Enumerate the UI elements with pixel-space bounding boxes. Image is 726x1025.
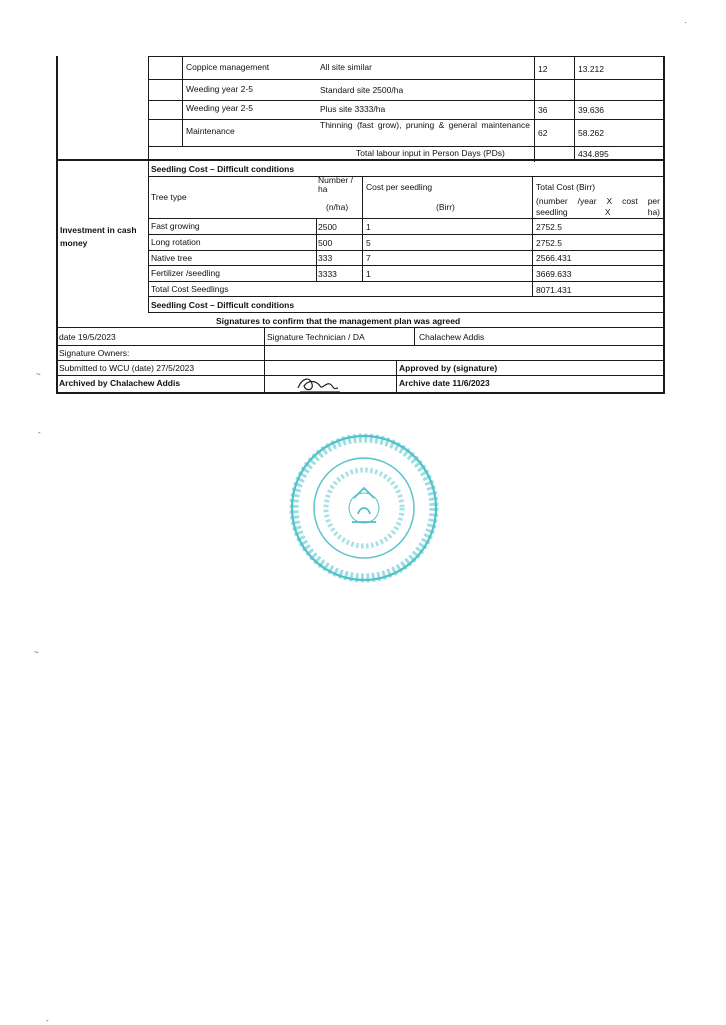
seedling-tree-2: Long rotation bbox=[151, 237, 201, 247]
labour-value-4: 58.262 bbox=[578, 128, 604, 138]
seedling-cost-2: 5 bbox=[366, 238, 371, 248]
signature-technician: Signature Technician / DA bbox=[267, 332, 365, 342]
seedling-tree-3: Native tree bbox=[151, 253, 193, 263]
signature-owners: Signature Owners: bbox=[59, 348, 130, 358]
investment-label: Investment in cash money bbox=[60, 225, 137, 248]
approved-by: Approved by (signature) bbox=[399, 363, 498, 373]
col-number-per-ha: Number / ha bbox=[318, 175, 353, 194]
labour-days-3: 36 bbox=[538, 105, 548, 115]
archive-date: Archive date 11/6/2023 bbox=[399, 378, 490, 388]
labour-activity-1: Coppice management bbox=[186, 62, 270, 72]
seedling-header: Seedling Cost – Difficult conditions bbox=[151, 164, 295, 174]
seedling-number-3: 333 bbox=[318, 253, 333, 263]
total-labour-value: 434.895 bbox=[578, 149, 609, 159]
labour-activity-4: Maintenance bbox=[186, 126, 235, 136]
seedling-tree-1: Fast growing bbox=[151, 221, 200, 231]
seedling-number-2: 500 bbox=[318, 238, 333, 248]
submitted-date: Submitted to WCU (date) 27/5/2023 bbox=[59, 363, 195, 373]
col-total-cost: Total Cost (Birr) bbox=[536, 182, 596, 192]
seedling-total-4: 3669.633 bbox=[536, 269, 572, 279]
labour-description-1: All site similar bbox=[320, 62, 372, 72]
signatures-title: Signatures to confirm that the management plan was agreed bbox=[216, 316, 461, 326]
total-seedlings-label: Total Cost Seedlings bbox=[151, 284, 229, 294]
labour-value-1: 13.212 bbox=[578, 64, 604, 74]
scan-mark: ~ bbox=[36, 370, 41, 379]
labour-days-1: 12 bbox=[538, 64, 548, 74]
col-cost-per-seedling: Cost per seedling bbox=[366, 182, 433, 192]
seedling-total-3: 2566.431 bbox=[536, 253, 572, 263]
labour-activity-3: Weeding year 2-5 bbox=[186, 103, 253, 113]
seedling-cost-3: 7 bbox=[366, 253, 371, 263]
seedling-number-1: 2500 bbox=[318, 222, 337, 232]
col-total-formula: (number /year X cost per seedling X ha) bbox=[536, 196, 660, 217]
total-seedlings-value: 8071.431 bbox=[536, 285, 572, 295]
seedling-tree-4: Fertilizer /seedling bbox=[151, 268, 220, 278]
scan-mark: ~ bbox=[34, 648, 39, 657]
scan-mark: - bbox=[38, 428, 41, 437]
total-labour-label: Total labour input in Person Days (PDs) bbox=[356, 148, 505, 158]
signature-date: date 19/5/2023 bbox=[59, 332, 116, 342]
seedling-number-4: 3333 bbox=[318, 269, 337, 279]
seedling-total-1: 2752.5 bbox=[536, 222, 562, 232]
seedling-total-2: 2752.5 bbox=[536, 238, 562, 248]
labour-value-3: 39.636 bbox=[578, 105, 604, 115]
labour-description-3: Plus site 3333/ha bbox=[320, 104, 386, 114]
col-tree-type: Tree type bbox=[151, 192, 187, 202]
scan-mark: - bbox=[46, 1016, 49, 1025]
labour-days-4: 62 bbox=[538, 128, 548, 138]
labour-description-4: Thinning (fast grow), pruning & general maintenance bbox=[320, 120, 530, 130]
col-number-unit: (n/ha) bbox=[326, 202, 349, 212]
technician-name: Chalachew Addis bbox=[419, 332, 485, 342]
scan-mark: · bbox=[684, 18, 687, 27]
archived-by: Archived by Chalachew Addis bbox=[59, 378, 181, 388]
seedling-header-2: Seedling Cost – Difficult conditions bbox=[151, 300, 295, 310]
labour-description-2: Standard site 2500/ha bbox=[320, 85, 404, 95]
seedling-cost-4: 1 bbox=[366, 269, 371, 279]
handwritten-signature bbox=[294, 372, 346, 396]
col-cost-unit: (Birr) bbox=[436, 202, 455, 212]
labour-activity-2: Weeding year 2-5 bbox=[186, 84, 253, 94]
seedling-cost-1: 1 bbox=[366, 222, 371, 232]
official-stamp bbox=[288, 432, 440, 584]
